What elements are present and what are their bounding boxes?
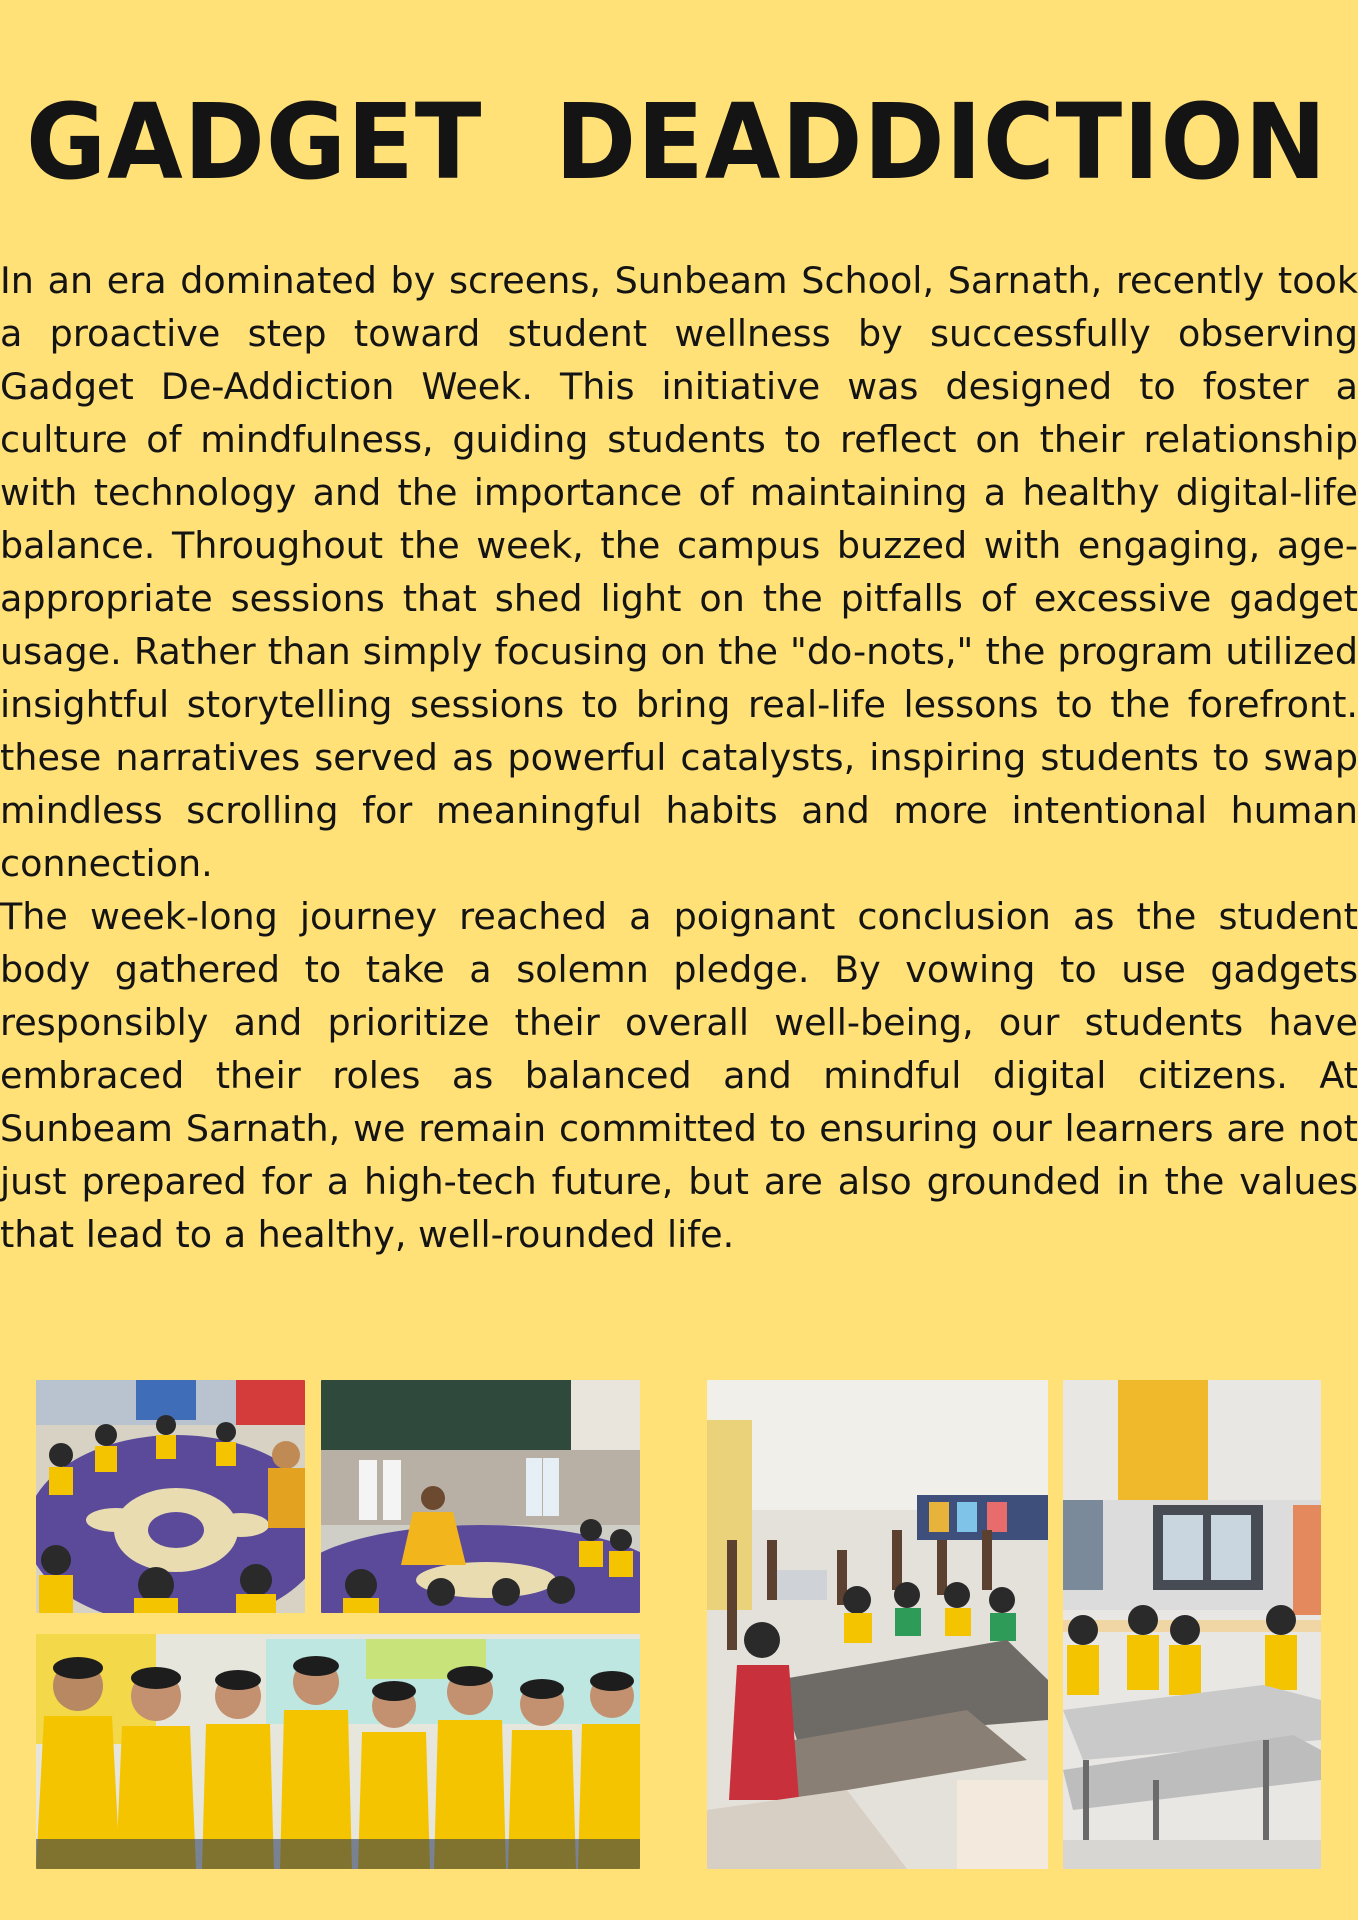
photo-teacher-storytelling xyxy=(321,1380,640,1613)
article-paragraph-2: The week-long journey reached a poignant conclusion as the student body gathered to take a solemn pledge. By vowing to use gadgets responsibly and prioritize their overall well-being, our students have embraced their roles as balanced and mindful digital citizens. At Sunbeam Sarnath, we remain committed to ensuring our learners are not just prepared for a high-tech future, but are also grounded in the values that lead to a healthy, well-rounded life. xyxy=(0,895,1358,1256)
photo-storytelling-circle xyxy=(36,1380,305,1613)
photo-classroom-pledge xyxy=(1063,1380,1321,1869)
photo-classroom-hands-raised xyxy=(707,1380,1048,1869)
article-body xyxy=(0,254,1358,1261)
photo-students-pledge-row xyxy=(36,1634,640,1869)
page-title: GADGET DEADDICTION xyxy=(26,81,1328,203)
article-paragraph-1: In an era dominated by screens, Sunbeam School, Sarnath, recently took a proactive step toward student wellness by successfully observing Gadget De-Addiction Week. This initiative was designed to foster a culture of mindfulness, guiding students to reflect on their relationship with technology and the importance of maintaining a healthy digital-life balance. Throughout the week, the campus buzzed with engaging, age-appropriate sessions that shed light on the pitfalls of excessive gadget usage. Rather than simply focusing on the "do-nots," the program utilized insightful storytelling sessions to bring real-life lessons to the forefront. these narratives served as powerful catalysts, inspiring students to swap mindless scrolling for meaningful habits and more intentional human connection. xyxy=(0,259,1358,885)
